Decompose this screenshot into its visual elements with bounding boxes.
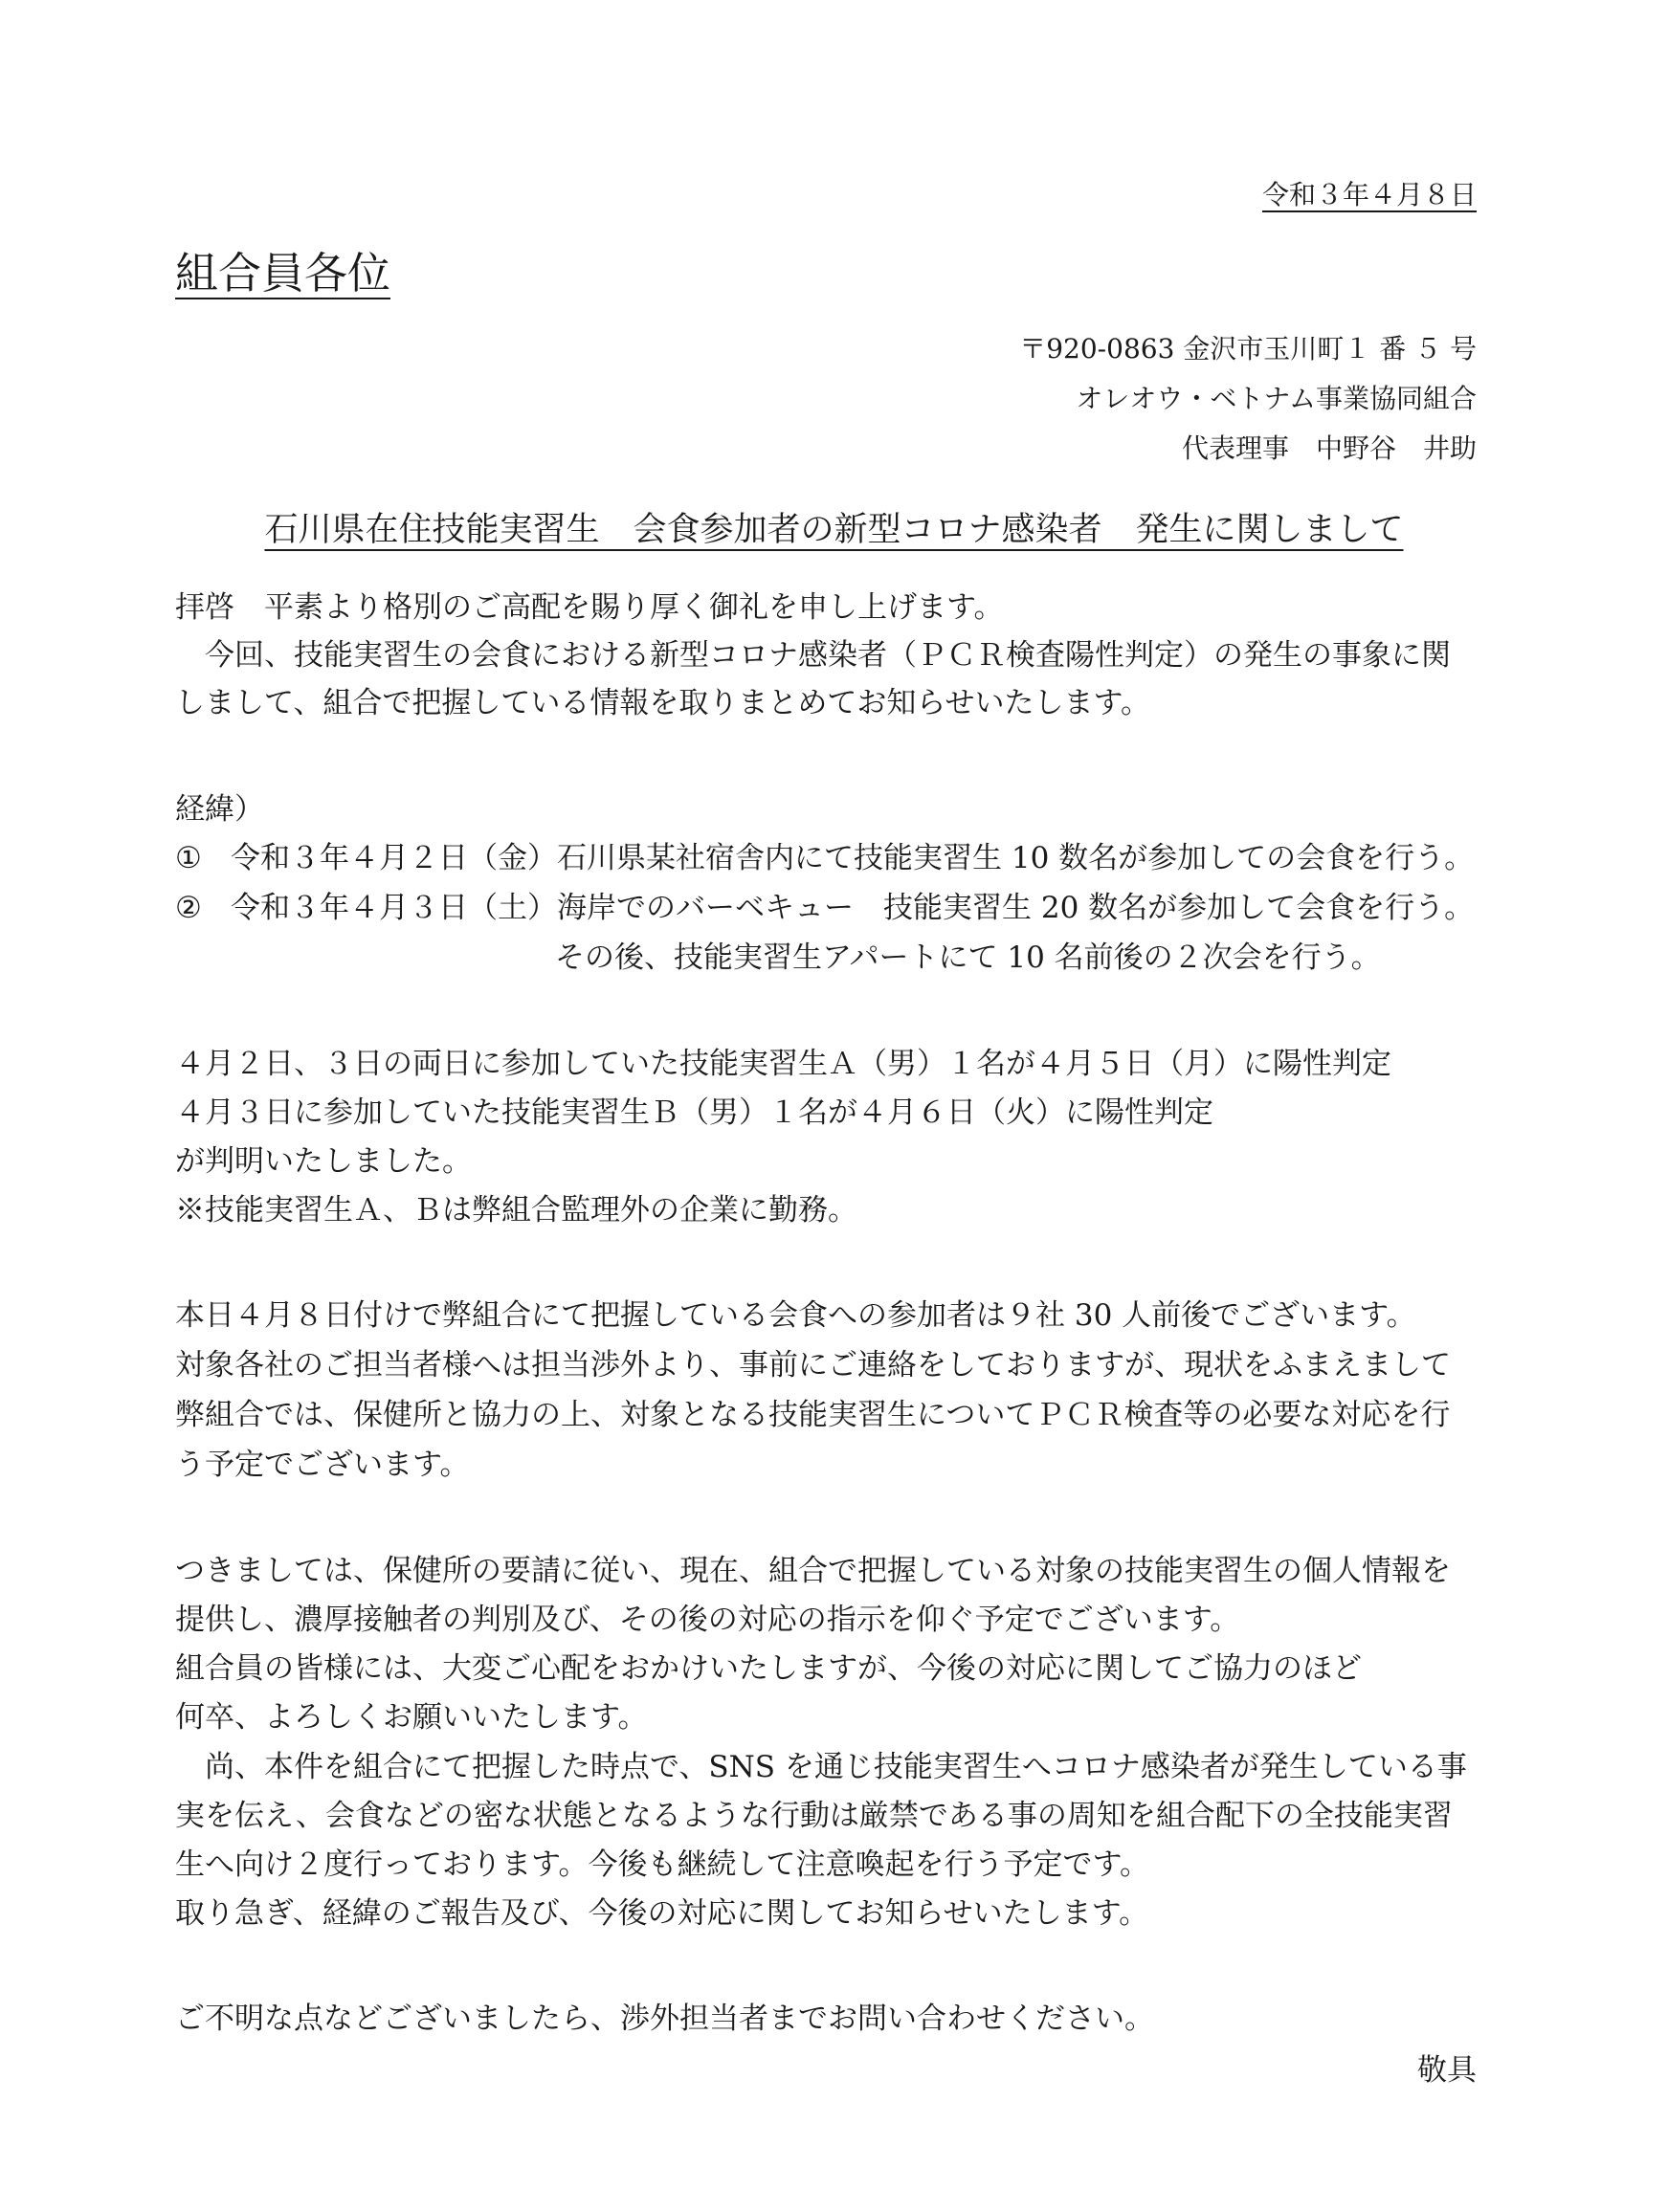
cases-line: ４月２日、３日の両日に参加していた技能実習生Ａ（男）１名が４月５日（月）に陽性判定 <box>175 1047 1391 1081</box>
intro-line: しまして、組合で把握している情報を取りまとめてお知らせいたします。 <box>175 686 1150 720</box>
intro-line: 今回、技能実習生の会食における新型コロナ感染者（ＰＣＲ検査陽性判定）の発生の事象に関 <box>175 638 1451 673</box>
history-heading: 経緯） <box>175 792 264 827</box>
status-line: 弊組合では、保健所と協力の上、対象となる技能実習生についてＰＣＲ検査等の必要な対応を行 <box>175 1398 1451 1432</box>
response-line: 実を伝え、会食などの密な状態となるような行動は厳禁である事の周知を組合配下の全技能実習 <box>175 1799 1453 1833</box>
status-line: 本日４月８日付けで弊組合にて把握している会食への参加者は９社 30 人前後でございます。 <box>175 1298 1416 1333</box>
cases-line: ４月３日に参加していた技能実習生Ｂ（男）１名が４月６日（火）に陽性判定 <box>175 1095 1213 1130</box>
cases-note: ※技能実習生Ａ、Ｂは弊組合監理外の企業に勤務。 <box>175 1193 857 1228</box>
response-line: 提供し、濃厚接触者の判別及び、その後の対応の指示を仰ぐ予定でございます。 <box>175 1603 1240 1637</box>
history-item-text: 令和３年４月３日（土）海岸でのバーベキュー 技能実習生 20 数名が参加して会食を行う。 <box>231 891 1475 925</box>
history-item <box>175 889 1474 927</box>
document-date: 令和３年４月８日 <box>1261 179 1477 210</box>
history-item-text: 令和３年４月２日（金）石川県某社宿舎内にて技能実習生 10 数名が参加しての会食を行う。 <box>231 841 1475 875</box>
history-item-number: ② <box>175 891 202 925</box>
response-line: 尚、本件を組合にて把握した時点で、SNS を通じ技能実習生へコロナ感染者が発生している事 <box>175 1750 1467 1784</box>
subject-title: 石川県在住技能実習生 会食参加者の新型コロナ感染者 発生に関しまして <box>264 511 1404 549</box>
sender-organization: オレオウ・ベトナム事業協同組合 <box>1076 383 1477 414</box>
response-line: 組合員の皆様には、大変ご心配をおかけいたしますが、今後の対応に関してご協力のほど <box>175 1651 1362 1686</box>
status-line: 対象各社のご担当者様へは担当渉外より、事前にご連絡をしておりますが、現状をふまえまして <box>175 1348 1451 1382</box>
contact-line: ご不明な点などございましたら、渉外担当者までお問い合わせください。 <box>175 2002 1154 2036</box>
history-item <box>175 839 1474 877</box>
sign-off: 敬具 <box>1417 2053 1477 2088</box>
addressee-heading: 組合員各位 <box>175 248 391 299</box>
status-line: う予定でございます。 <box>175 1448 470 1482</box>
cases-line: が判明いたしました。 <box>175 1144 472 1179</box>
sender-address: 〒920-0863 金沢市玉川町１ 番 ５ 号 <box>1019 333 1477 365</box>
response-line: 取り急ぎ、経緯のご報告及び、今後の対応に関してお知らせいたします。 <box>175 1896 1149 1931</box>
response-line: つきましては、保健所の要請に従い、現在、組合で把握している対象の技能実習生の個人情報を <box>175 1554 1451 1588</box>
history-item-continuation: その後、技能実習生アパートにて 10 名前後の２次会を行う。 <box>555 940 1381 975</box>
response-line: 生へ向け２度行っております。今後も継続して注意喚起を行う予定です。 <box>175 1847 1150 1882</box>
intro-line: 拝啓 平素より格別のご高配を賜り厚く御礼を申し上げます。 <box>175 590 1004 625</box>
sender-representative: 代表理事 中野谷 井助 <box>1181 432 1477 464</box>
response-line: 何卒、よろしくお願いいたします。 <box>175 1700 648 1735</box>
history-item-number: ① <box>175 841 202 875</box>
